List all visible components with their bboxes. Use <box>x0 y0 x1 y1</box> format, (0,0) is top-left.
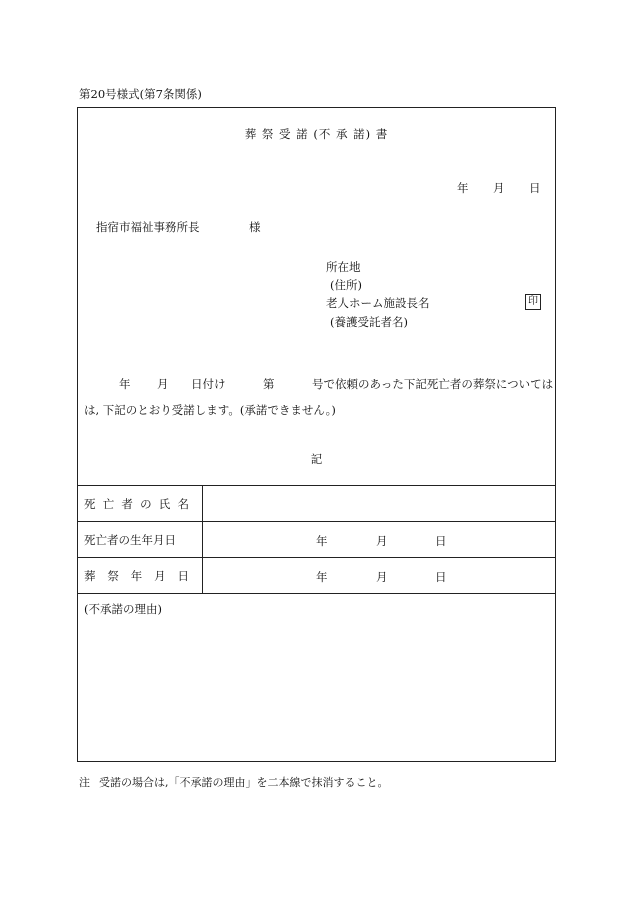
date-month: 月 <box>493 181 505 195</box>
funeral-month: 月 <box>376 570 388 584</box>
label-char: 名 <box>177 496 189 511</box>
label-char: 亡 <box>102 496 115 511</box>
label-char: 月 <box>154 568 166 583</box>
table-row <box>78 558 556 594</box>
refusal-reason-box[interactable] <box>77 593 556 762</box>
body-line2: は, 下記のとおり受諾します。(承諾できません。) <box>84 403 336 417</box>
form-number: 第20号様式(第7条関係) <box>79 87 202 101</box>
body-line1: 号で依頼のあった下記死亡者の葬祭については <box>312 377 554 391</box>
birth-month: 月 <box>376 534 388 548</box>
body-number-prefix: 第 <box>263 377 275 391</box>
funeral-date-field[interactable] <box>203 558 556 594</box>
sender-guardian: (養護受託者名) <box>330 315 408 329</box>
label-char: の <box>140 496 152 511</box>
label-char: 日 <box>177 568 189 583</box>
label-char: 祭 <box>107 568 119 583</box>
honorific: 様 <box>249 220 261 234</box>
table-row <box>78 522 556 558</box>
date-day: 日 <box>529 181 541 195</box>
addressee: 指宿市福祉事務所長 <box>96 220 200 234</box>
label-char: 葬 <box>84 568 96 583</box>
label-char: 者 <box>121 496 133 511</box>
refusal-reason-label: (不承諾の理由) <box>84 602 162 616</box>
row-label-deceased-name <box>78 486 203 522</box>
form-title: 葬 祭 受 諾 (不 承 諾) 書 <box>244 127 389 141</box>
birth-date-field[interactable] <box>203 522 556 558</box>
form-frame <box>77 107 556 762</box>
table-row <box>78 486 556 522</box>
label-char: 氏 <box>158 496 171 511</box>
note-text: 受諾の場合は,「不承諾の理由」を二本線で抹消すること。 <box>99 776 389 789</box>
sender-address: (住所) <box>330 278 362 292</box>
ki-heading: 記 <box>310 452 323 466</box>
funeral-day: 日 <box>435 570 447 584</box>
body-year: 年 <box>119 377 131 391</box>
note-prefix: 注 <box>79 776 90 789</box>
sender-facility-head: 老人ホーム施設長名 <box>326 296 430 310</box>
seal-mark: 印 <box>525 294 541 310</box>
label-char: 死 <box>84 496 96 511</box>
row-label-birth-date: 死亡者の生年月日 <box>78 522 203 558</box>
body-month: 月 <box>157 377 169 391</box>
sender-location: 所在地 <box>326 260 361 274</box>
deceased-name-field[interactable] <box>203 486 556 522</box>
birth-day: 日 <box>435 534 447 548</box>
funeral-year: 年 <box>316 570 328 584</box>
body-day-ref: 日付け <box>191 377 226 391</box>
row-label-funeral-date <box>78 558 203 594</box>
date-year: 年 <box>457 181 469 195</box>
birth-year: 年 <box>316 534 328 548</box>
details-table <box>77 485 556 594</box>
label-char: 年 <box>130 568 143 583</box>
